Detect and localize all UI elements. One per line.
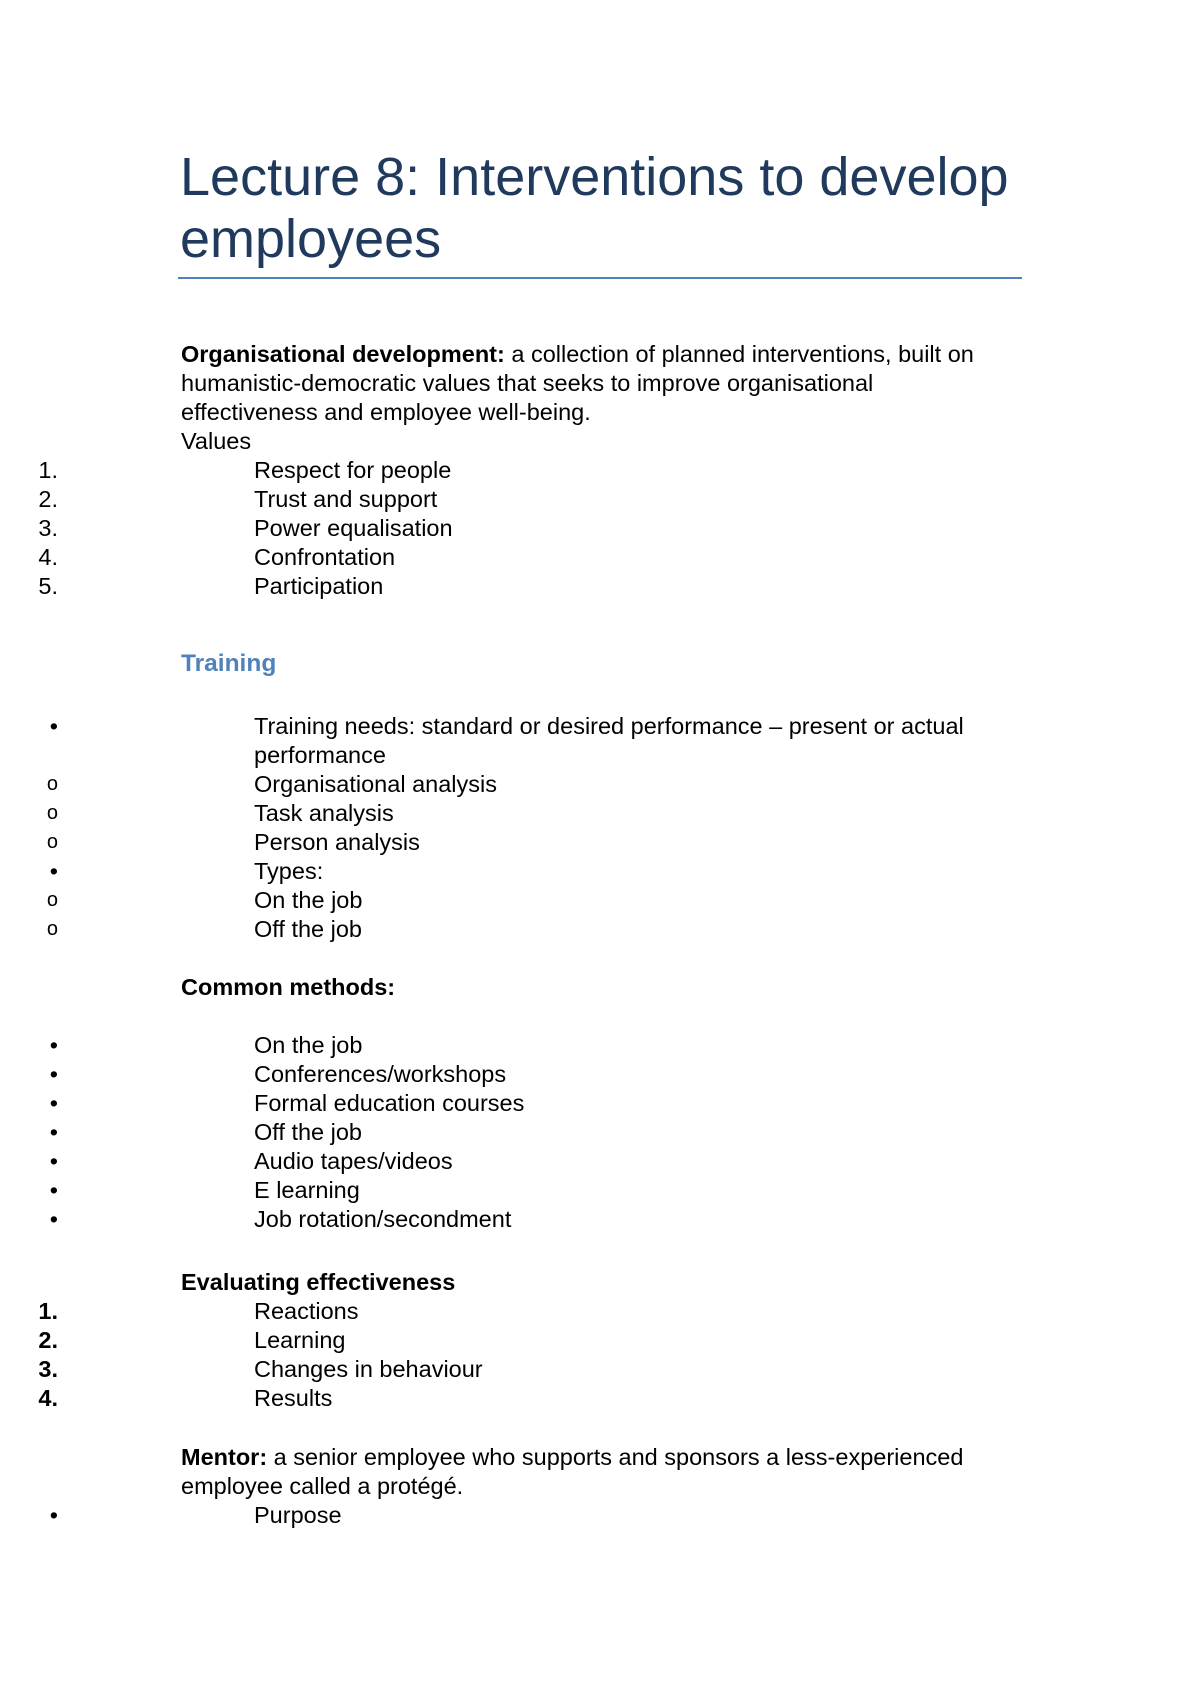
list-item-text: On the job [254,887,363,913]
title-line-1: Lecture 8: Interventions to develop [180,147,1009,207]
list-item [0,828,1000,857]
list-item-text: Changes in behaviour [254,1356,483,1382]
mentor-line-2: employee called a protégé. [181,1473,464,1499]
title-underline [178,277,1022,279]
list-item [0,886,1000,915]
od-line-2: humanistic-democratic values that seeks to improve organisational [181,370,874,396]
bullet-icon: • [49,1032,58,1058]
list-item-text: Off the job [254,1119,362,1145]
list-number: 1. [38,457,58,483]
training-needs-sublist [0,770,1000,857]
evaluating-list [0,1297,1000,1413]
common-methods-list [0,1031,1000,1234]
list-item [0,712,1000,741]
bullet-icon: • [49,858,58,884]
values-label: Values [181,428,252,454]
training-types-list [0,857,1000,886]
bullet-icon: • [49,713,58,739]
list-item-text: Conferences/workshops [254,1061,507,1087]
list-item-text: Formal education courses [254,1090,525,1116]
list-item-text: Purpose [254,1502,342,1528]
list-item [0,1060,1000,1089]
list-item [0,1147,1000,1176]
bullet-icon: • [49,1090,58,1116]
circle-bullet-icon: o [46,918,58,940]
list-item-text: On the job [254,1032,363,1058]
list-number: 2. [38,1327,58,1353]
list-item [0,543,1000,572]
types-label: Types: [254,858,324,884]
list-item [0,799,1000,828]
bullet-icon: • [49,1061,58,1087]
list-item-text: Job rotation/secondment [254,1206,512,1232]
evaluating-heading [181,1268,1031,1297]
od-paragraph [181,340,1031,456]
common-methods-heading [181,973,1031,1002]
list-item [0,1326,1000,1355]
training-needs-line-2: performance [254,742,386,768]
list-item [0,1089,1000,1118]
page-title [180,146,1040,270]
list-item [0,1355,1000,1384]
od-term: Organisational development: [181,341,505,367]
list-number: 3. [38,515,58,541]
od-line-3: effectiveness and employee well-being. [181,399,591,425]
list-item [0,572,1000,601]
mentor-term: Mentor: [181,1444,268,1470]
circle-bullet-icon: o [46,773,58,795]
circle-bullet-icon: o [46,889,58,911]
od-line-1: a collection of planned interventions, built on [504,341,974,367]
list-item-text: Reactions [254,1298,359,1324]
training-needs-line-1: Training needs: standard or desired performance – present or actual [254,713,964,739]
evaluating-heading-text: Evaluating effectiveness [181,1269,456,1295]
list-item-text: Trust and support [254,486,438,512]
list-item [0,514,1000,543]
list-item-text: Results [254,1385,333,1411]
list-item-text: Respect for people [254,457,452,483]
list-item [0,456,1000,485]
list-item-text: Audio tapes/videos [254,1148,453,1174]
list-item [0,1501,1000,1530]
list-item-text: Person analysis [254,829,420,855]
list-item [0,1031,1000,1060]
list-number: 4. [38,544,58,570]
list-item [0,1297,1000,1326]
bullet-icon: • [49,1177,58,1203]
list-number: 1. [38,1298,58,1324]
list-item-text: Power equalisation [254,515,453,541]
circle-bullet-icon: o [46,831,58,853]
list-number: 4. [38,1385,58,1411]
circle-bullet-icon: o [46,802,58,824]
list-item-text: E learning [254,1177,360,1203]
list-number: 2. [38,486,58,512]
mentor-line-1: a senior employee who supports and sponsors a less-experienced [267,1444,964,1470]
mentor-list [0,1501,1000,1530]
list-item [0,1205,1000,1234]
title-line-2: employees [180,209,442,269]
list-item-text: Confrontation [254,544,396,570]
mentor-paragraph [181,1443,1031,1501]
list-item-text: Organisational analysis [254,771,497,797]
bullet-icon: • [49,1206,58,1232]
list-number: 5. [38,573,58,599]
list-item [0,1118,1000,1147]
training-heading: Training [181,650,277,677]
bullet-icon: • [49,1502,58,1528]
training-needs-list [0,712,1000,741]
training-types-sublist [0,886,1000,944]
bullet-icon: • [49,1148,58,1174]
list-item [0,1176,1000,1205]
common-methods-heading-text: Common methods: [181,974,396,1000]
bullet-icon: • [49,1119,58,1145]
list-number: 3. [38,1356,58,1382]
list-item [0,915,1000,944]
list-item [0,1384,1000,1413]
list-item-text: Participation [254,573,384,599]
list-item [0,485,1000,514]
list-item-text: Learning [254,1327,346,1353]
list-item [0,857,1000,886]
list-item-text: Task analysis [254,800,394,826]
list-item-text: Off the job [254,916,362,942]
values-list [0,456,1000,601]
list-item [0,770,1000,799]
